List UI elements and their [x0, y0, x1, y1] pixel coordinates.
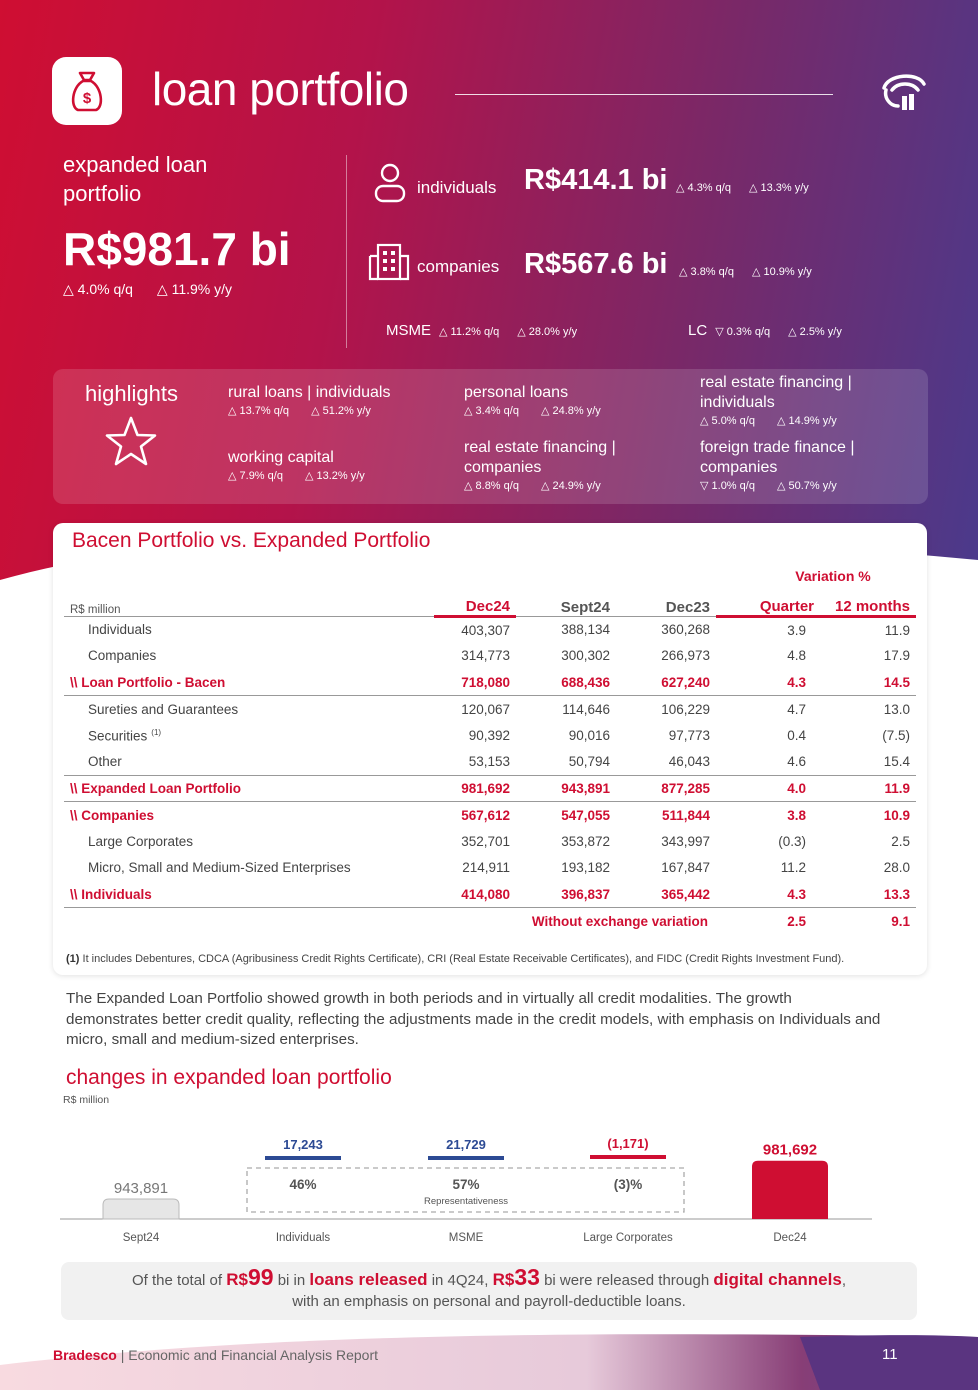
table-row	[64, 881, 916, 908]
cell: (0.3)	[778, 833, 806, 849]
highlight-personal-loans: personal loans △ 3.4% q/q △ 24.8% y/y	[464, 384, 601, 417]
waterfall-chart	[0, 1120, 978, 1250]
cell: 403,307	[461, 622, 510, 638]
row-label: \\ Loan Portfolio - Bacen	[70, 674, 226, 690]
cell: 414,080	[461, 886, 510, 902]
table-row	[64, 802, 916, 829]
table-row	[64, 722, 916, 749]
cell: 15.4	[883, 754, 910, 769]
cell: 90,016	[568, 727, 610, 743]
variation-group-header: Variation %	[795, 568, 871, 585]
row-label: \\ Companies	[70, 807, 155, 823]
table-row	[64, 828, 916, 855]
label-sept24: 943,891	[113, 1180, 169, 1197]
cell: 53,153	[468, 754, 510, 769]
label-dec24: 981,692	[762, 1141, 818, 1159]
table-row	[64, 669, 916, 696]
bar-sept24	[103, 1199, 179, 1219]
cell: 877,285	[661, 780, 710, 796]
cell: 511,844	[661, 807, 710, 823]
cell: 90,392	[468, 727, 510, 743]
cell: 314,773	[461, 648, 510, 664]
col-12months: 12 months	[820, 590, 916, 617]
cell: 388,134	[561, 622, 610, 637]
table-row	[64, 775, 916, 802]
highlights-title: highlights	[85, 381, 178, 406]
expanded-yy: △ 11.9% y/y	[156, 281, 233, 297]
cell: 193,182	[561, 860, 610, 876]
delta-label-3: (1,171)	[607, 1136, 649, 1151]
lc-row	[688, 322, 842, 339]
cell: 266,973	[661, 648, 710, 664]
expanded-qq: △ 4.0% q/q	[63, 281, 133, 297]
fx-row-quarter: 2.5	[787, 913, 806, 929]
cell: 943,891	[561, 780, 610, 796]
cell: 3.9	[787, 622, 806, 638]
cell: 343,997	[661, 833, 710, 849]
cell: 627,240	[661, 674, 710, 690]
individuals-qq: △ 4.3% q/q	[676, 182, 731, 194]
delta-marker-msme	[428, 1156, 504, 1160]
share-label-1: 46%	[289, 1177, 317, 1192]
row-label: \\ Individuals	[70, 886, 152, 902]
delta-label-1: 17,243	[283, 1137, 323, 1152]
delta-label-2: 21,729	[446, 1137, 486, 1152]
table-title: Bacen Portfolio vs. Expanded Portfolio	[72, 529, 431, 552]
cell: 360,268	[661, 622, 710, 637]
cell: 114,646	[562, 701, 610, 717]
cell: 17.9	[883, 648, 910, 664]
cell: 11.9	[884, 780, 910, 796]
cell: 167,847	[661, 860, 710, 876]
row-label: Individuals	[88, 622, 152, 637]
col-dec24: Dec24	[434, 590, 516, 617]
cell: 28.0	[883, 860, 910, 876]
footer-report-name: Bradesco | Economic and Financial Analysis Report	[53, 1347, 379, 1363]
col-sept24: Sept24	[560, 598, 610, 616]
title-divider	[455, 94, 833, 95]
cell: 13.3	[883, 886, 910, 902]
lc-yy: △ 2.5% y/y	[788, 326, 842, 338]
highlight-real-estate-individuals: real estate financing | individuals △ 5.0% q/q △ 14.9% y/y	[700, 374, 852, 427]
money-bag-icon	[52, 57, 122, 125]
cell: 14.5	[883, 674, 910, 690]
highlights-panel	[53, 369, 928, 504]
individuals-label: individuals	[417, 178, 497, 197]
table-row	[64, 696, 916, 723]
table-footnote: (1) It includes Debentures, CDCA (Agribusiness Credit Rights Certificate), CRI (Real Estate Receivable Certificates), and FIDC (Credit Rights Investment Fund).	[66, 953, 845, 965]
cell: 214,911	[462, 860, 510, 876]
cell: 567,612	[461, 807, 510, 823]
row-label: Micro, Small and Medium-Sized Enterprises	[88, 860, 351, 876]
category-label: Individuals	[275, 1232, 331, 1244]
lc-label: LC	[688, 322, 708, 339]
representativeness-label: Representativeness	[424, 1196, 508, 1207]
hero-banner	[0, 0, 978, 600]
row-label: Other	[88, 754, 122, 769]
highlight-working-capital: working capital △ 7.9% q/q △ 13.2% y/y	[228, 449, 365, 482]
companies-label: companies	[417, 257, 500, 276]
cell: 4.3	[787, 674, 806, 690]
cell: 120,067	[461, 701, 510, 717]
delta-marker-individuals	[265, 1156, 341, 1160]
digital-channels-callout: Of the total of R$99 bi in loans released in 4Q24, R$33 bi were released through digital channels, with an emphasis on personal and payroll-deductible loans.	[61, 1262, 917, 1320]
table-row	[64, 616, 916, 643]
table-row	[64, 855, 916, 882]
cell: 365,442	[661, 886, 710, 902]
msme-yy: △ 28.0% y/y	[517, 326, 578, 338]
col-quarter: Quarter	[716, 590, 820, 617]
individuals-value: R$414.1 bi	[524, 164, 668, 196]
cell: 106,229	[661, 701, 710, 717]
portfolio-table-card	[53, 523, 927, 975]
msme-row	[386, 322, 577, 339]
cell: 46,043	[668, 754, 710, 769]
msme-label: MSME	[386, 322, 431, 339]
units-label: R$ million	[70, 603, 121, 616]
portfolio-table	[64, 563, 916, 934]
cell: 50,794	[568, 754, 610, 769]
category-label: MSME	[448, 1232, 484, 1244]
cell: 0.4	[787, 727, 806, 743]
expanded-portfolio-value: R$981.7 bi	[63, 223, 291, 275]
page-title: loan portfolio	[152, 63, 409, 115]
lc-qq: ▽ 0.3% q/q	[715, 326, 771, 338]
table-row	[64, 643, 916, 670]
fx-row-12months: 9.1	[891, 913, 910, 929]
cell: 3.8	[787, 807, 806, 823]
table-row	[64, 749, 916, 776]
cell: 352,701	[461, 833, 510, 849]
cell: 547,055	[561, 807, 610, 823]
bradesco-logo	[878, 66, 930, 114]
companies-value: R$567.6 bi	[524, 248, 668, 280]
star-icon	[103, 414, 159, 470]
category-label: Large Corporates	[583, 1232, 673, 1244]
share-label-2: 57%	[452, 1177, 480, 1192]
cell: 4.6	[787, 754, 806, 769]
cell: 13.0	[883, 701, 910, 717]
row-label: Securities $^{(1)}$	[88, 727, 162, 743]
share-label-3: (3)%	[613, 1177, 643, 1192]
row-label: Companies	[88, 648, 157, 664]
col-dec23: Dec23	[665, 598, 710, 616]
vertical-divider	[346, 155, 347, 348]
fx-row-label: Without exchange variation	[531, 913, 708, 929]
cell: 981,692	[461, 780, 510, 796]
cell: 4.8	[787, 648, 806, 664]
bar-dec24	[752, 1161, 828, 1219]
category-label: Dec24	[773, 1232, 807, 1244]
expanded-portfolio-variations	[63, 281, 232, 298]
chart-title: changes in expanded loan portfolio	[66, 1066, 392, 1089]
companies-yy: △ 10.9% y/y	[751, 266, 812, 278]
highlight-foreign-trade: foreign trade finance | companies ▽ 1.0% q/q △ 50.7% y/y	[700, 439, 855, 492]
cell: 11.2	[780, 860, 806, 876]
cell: 396,837	[561, 886, 610, 902]
companies-variations	[679, 265, 812, 278]
cell: 718,080	[461, 674, 510, 690]
cell: 97,773	[668, 727, 710, 743]
cell: 4.7	[787, 701, 806, 717]
delta-marker-large-corporates	[590, 1155, 666, 1159]
cell: 11.9	[884, 622, 910, 638]
row-label: Sureties and Guarantees	[88, 701, 239, 717]
person-icon	[372, 162, 408, 204]
chart-units: R$ million	[63, 1094, 110, 1106]
highlight-real-estate-companies: real estate financing | companies △ 8.8% q/q △ 24.9% y/y	[464, 439, 616, 492]
svg-text:$: $	[82, 90, 92, 107]
row-label: \\ Expanded Loan Portfolio	[70, 780, 242, 796]
individuals-yy: △ 13.3% y/y	[748, 182, 809, 194]
cell: (7.5)	[882, 727, 910, 743]
expanded-portfolio-label: expanded loan portfolio	[63, 152, 208, 206]
highlight-rural-loans: rural loans | individuals △ 13.7% q/q △ 51.2% y/y	[228, 384, 391, 417]
cell: 4.3	[787, 886, 806, 902]
cell: 4.0	[787, 780, 806, 796]
page-number: 11	[882, 1346, 898, 1363]
fx-row	[64, 908, 916, 935]
cell: 10.9	[883, 807, 910, 823]
companies-qq: △ 3.8% q/q	[679, 266, 734, 278]
analysis-paragraph: The Expanded Loan Portfolio showed growth in both periods and in virtually all credit modalities. The growth demonstrates better credit quality, reflecting the adjustments made in the credit models, with emphasis on Individuals and micro, small and medium-sized enterprises.	[66, 990, 881, 1048]
category-label: Sept24	[122, 1232, 160, 1244]
cell: 353,872	[561, 833, 610, 849]
individuals-variations	[676, 181, 809, 194]
row-label: Large Corporates	[88, 833, 194, 849]
cell: 2.5	[891, 833, 910, 849]
msme-qq: △ 11.2% q/q	[439, 326, 500, 338]
cell: 688,436	[561, 674, 610, 690]
cell: 300,302	[561, 648, 610, 664]
building-icon	[367, 240, 411, 282]
